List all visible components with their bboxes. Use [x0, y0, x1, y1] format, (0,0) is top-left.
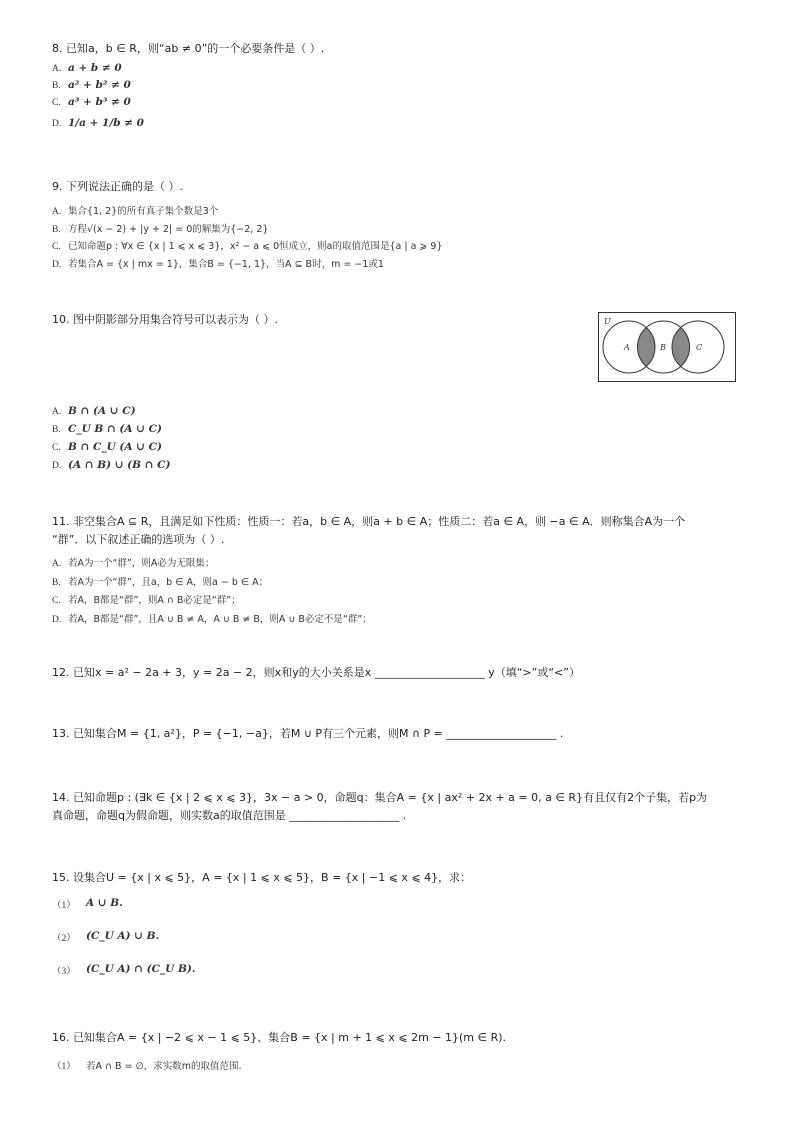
- question-10-option-a[interactable]: [52, 405, 136, 417]
- question-10-option-b[interactable]: [52, 423, 162, 435]
- question-11-option-b[interactable]: [52, 574, 268, 588]
- option-text: 方程√(x − 2) + |y + 2| = 0的解集为{−2, 2}: [68, 224, 269, 235]
- question-10-option-d[interactable]: [52, 459, 170, 471]
- option-label: B.: [52, 578, 61, 588]
- question-8-stem: 8. 已知a，b ∈ R，则“ab ≠ 0”的一个必要条件是（ ）.: [52, 42, 325, 55]
- question-11-option-c[interactable]: [52, 592, 241, 606]
- venn-label-b: B: [660, 343, 666, 352]
- option-label: D.: [52, 461, 62, 471]
- option-text: 若A为一个“群”，则A必为无限集；: [68, 558, 215, 569]
- part-label: （1）: [52, 1062, 76, 1072]
- venn-label-u: U: [604, 317, 611, 326]
- option-text: 已知命题p : ∀x ∈ {x | 1 ⩽ x ⩽ 3}，x² − a ⩽ 0恒成立，则a的取值范围是{a | a ⩾ 9}: [68, 241, 443, 252]
- option-label: C.: [52, 596, 61, 606]
- option-text: B ∩ (A ∪ C): [68, 405, 136, 417]
- question-15-part-3: [52, 963, 196, 977]
- option-text: (A ∩ B) ∪ (B ∩ C): [68, 459, 171, 471]
- part-text: 若A ∩ B = ∅，求实数m的取值范围.: [86, 1061, 242, 1072]
- question-12-stem: 12. 已知x = a² − 2a + 3，y = 2a − 2，则x和y的大小关系是x ____________________ y（填“>”或“<”）: [52, 666, 580, 679]
- question-16-stem: 16. 已知集合A = {x | −2 ⩽ x − 1 ⩽ 5}、集合B = {x | m + 1 ⩽ x ⩽ 2m − 1}(m ∈ R).: [52, 1031, 507, 1044]
- question-15-part-1: [52, 897, 123, 911]
- venn-label-c: C: [696, 343, 703, 352]
- option-text: 若A，B都是“群”，且A ∪ B ≠ A，A ∪ B ≠ B，则A ∪ B必定不是“群”；: [68, 614, 372, 625]
- part-label: （2）: [52, 934, 76, 944]
- option-text: 若A为一个“群”，且a，b ∈ A，则a − b ∈ A；: [68, 577, 269, 588]
- question-15-stem: 15. 设集合U = {x | x ⩽ 5}，A = {x | 1 ⩽ x ⩽ 5}，B = {x | −1 ⩽ x ⩽ 4}，求：: [52, 871, 472, 884]
- option-label: B.: [52, 425, 61, 435]
- option-text: 集合{1, 2}的所有真子集个数是3个: [68, 206, 219, 217]
- option-text: a + b ≠ 0: [68, 62, 122, 74]
- question-9-option-c[interactable]: [52, 238, 443, 252]
- option-text: C_U B ∩ (A ∪ C): [68, 423, 162, 435]
- option-label: C.: [52, 242, 61, 252]
- question-14-stem-line1: 14. 已知命题p : (∃k ∈ {x | 2 ⩽ x ⩽ 3}，3x − a > 0，命题q：集合A = {x | ax² + 2x + a = 0, a ∈ R}有且仅有2个子集，若p为: [52, 791, 708, 804]
- option-label: A.: [52, 207, 62, 217]
- option-label: D.: [52, 615, 62, 625]
- option-text: B ∩ C_U (A ∪ C): [68, 441, 162, 453]
- option-label: C.: [52, 443, 61, 453]
- option-label: A.: [52, 64, 62, 74]
- option-text: a² + b² ≠ 0: [68, 79, 131, 91]
- option-label: A.: [52, 559, 62, 569]
- question-9-option-b[interactable]: [52, 221, 268, 235]
- option-label: B.: [52, 225, 61, 235]
- question-11-option-a[interactable]: [52, 555, 214, 569]
- question-8-option-a[interactable]: [52, 62, 122, 74]
- part-text: A ∪ B.: [86, 897, 123, 909]
- question-11-option-d[interactable]: [52, 611, 372, 625]
- option-text: a³ + b³ ≠ 0: [68, 96, 131, 108]
- question-9-option-d[interactable]: [52, 256, 384, 270]
- option-label: D.: [52, 119, 62, 129]
- question-10-option-c[interactable]: [52, 441, 162, 453]
- question-9-option-a[interactable]: [52, 203, 218, 217]
- part-text: (C_U A) ∪ B.: [86, 930, 160, 942]
- venn-diagram: [598, 312, 736, 382]
- question-8-option-d[interactable]: [52, 117, 144, 129]
- question-9-stem: 9. 下列说法正确的是（ ）.: [52, 180, 183, 193]
- question-8-option-b[interactable]: [52, 79, 131, 91]
- question-10-stem: 10. 图中阴影部分用集合符号可以表示为（ ）.: [52, 313, 278, 326]
- question-8-option-c[interactable]: [52, 96, 131, 108]
- question-15-part-2: [52, 930, 159, 944]
- question-11-stem-line1: 11. 非空集合A ⊆ R，且满足如下性质：性质一：若a，b ∈ A，则a + b ∈ A；性质二：若a ∈ A，则 −a ∈ A．则称集合A为一个: [52, 515, 686, 528]
- part-label: （3）: [52, 967, 76, 977]
- option-label: C.: [52, 98, 61, 108]
- question-13-stem: 13. 已知集合M = {1, a²}，P = {−1, −a}，若M ∪ P有三个元素，则M ∩ P = ____________________ .: [52, 727, 564, 740]
- option-label: D.: [52, 260, 62, 270]
- question-14-stem-line2: 真命题，命题q为假命题，则实数a的取值范围是 ____________________ .: [52, 809, 407, 822]
- question-11-stem-line2: “群”．以下叙述正确的选项为（ ）.: [52, 533, 225, 546]
- option-label: A.: [52, 407, 62, 417]
- part-text: (C_U A) ∩ (C_U B).: [86, 963, 196, 975]
- option-text: 若A，B都是“群”，则A ∩ B必定是“群”；: [68, 595, 241, 606]
- venn-label-a: A: [624, 343, 630, 352]
- part-label: （1）: [52, 901, 76, 911]
- option-text: 1/a + 1/b ≠ 0: [68, 117, 144, 129]
- option-label: B.: [52, 81, 61, 91]
- question-16-part-1: [52, 1058, 242, 1072]
- option-text: 若集合A = {x | mx = 1}，集合B = {−1, 1}，当A ⊆ B时，m = −1或1: [68, 259, 384, 270]
